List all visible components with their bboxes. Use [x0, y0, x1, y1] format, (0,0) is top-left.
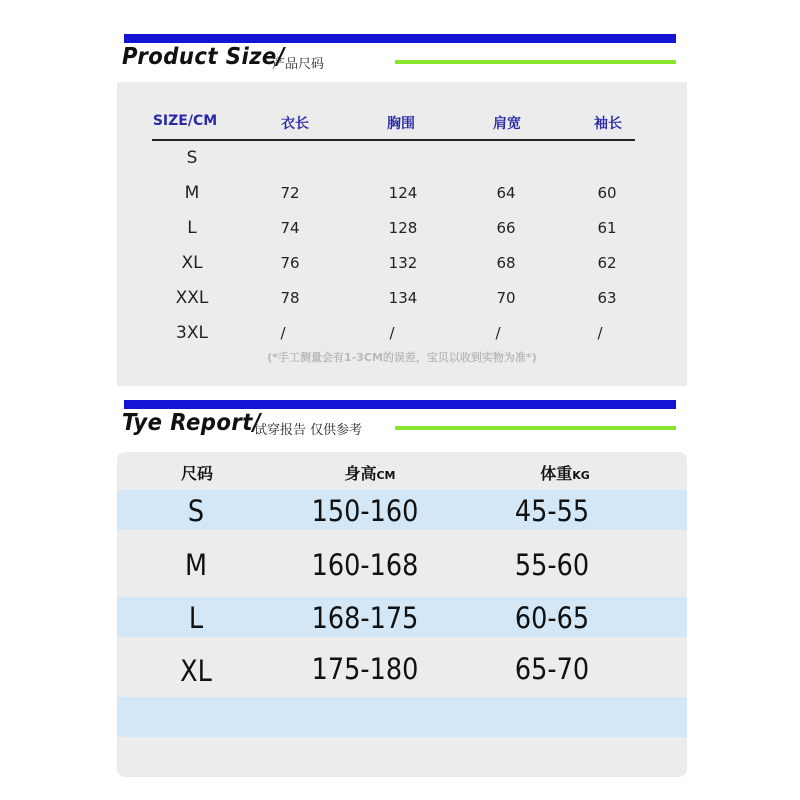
report-row-height: 150-160 — [311, 494, 419, 528]
report-header-height-label: 身高 — [344, 464, 377, 483]
report-row-size: M — [184, 548, 208, 582]
size-chart-cell: 66 — [496, 219, 516, 237]
size-chart-cell: / — [280, 324, 286, 342]
size-chart-cell: 70 — [496, 289, 516, 307]
size-chart-header-divider — [152, 139, 635, 141]
size-chart-cell: 64 — [496, 184, 516, 202]
size-chart-cell: 128 — [388, 219, 418, 237]
size-chart-cell: / — [495, 324, 501, 342]
section2-header-bar-green — [395, 426, 676, 430]
size-chart-row-size: XXL — [175, 288, 209, 308]
report-header-height-unit: CM — [376, 469, 396, 482]
report-row-height: 175-180 — [311, 652, 419, 686]
section2-header-bar-blue — [124, 400, 676, 409]
report-row-size: XL — [180, 654, 212, 688]
size-chart-header-sleeve: 袖长 — [594, 116, 622, 132]
size-chart-row-size: 3XL — [176, 323, 208, 343]
size-chart-cell: / — [597, 324, 603, 342]
size-chart-cell: 124 — [388, 184, 418, 202]
size-chart-header-shoulder: 肩宽 — [493, 116, 521, 132]
report-header-weight — [515, 461, 615, 484]
size-chart-cell: 134 — [388, 289, 418, 307]
size-chart-header-size: SIZE/CM — [152, 113, 218, 129]
measurement-note: (*手工测量会有1-3CM的误差，宝贝以收到实物为准*) — [267, 351, 537, 364]
report-row-size: S — [187, 494, 205, 528]
section2-title: Tye Report/ — [122, 410, 262, 436]
report-row-weight: 60-65 — [514, 601, 590, 635]
section1-header-bar-green — [395, 60, 676, 64]
size-chart-cell: 63 — [597, 289, 617, 307]
size-chart-cell: 72 — [280, 184, 300, 202]
size-chart-row-size: S — [186, 148, 198, 168]
report-header-weight-label: 体重 — [540, 464, 573, 483]
size-chart-row-size: M — [184, 183, 200, 203]
section2-subtitle: 试穿报告 仅供参考 — [254, 423, 363, 438]
size-chart-header-chest: 胸围 — [387, 116, 415, 132]
section1-title: Product Size/ — [122, 44, 285, 70]
size-chart-cell: / — [389, 324, 395, 342]
report-row-weight: 45-55 — [514, 494, 590, 528]
section1-subtitle: 产品尺码 — [272, 57, 325, 72]
size-chart-cell: 76 — [280, 254, 300, 272]
report-row-height: 160-168 — [311, 548, 419, 582]
report-row-weight: 55-60 — [514, 548, 590, 582]
size-chart-cell: 62 — [597, 254, 617, 272]
report-row-stripe — [117, 697, 687, 737]
size-chart-cell: 78 — [280, 289, 300, 307]
report-row-weight: 65-70 — [514, 652, 590, 686]
report-row-size: L — [188, 601, 204, 635]
size-chart-cell: 132 — [388, 254, 418, 272]
section1-header-bar-blue — [124, 34, 676, 43]
report-header-height — [320, 461, 420, 484]
size-chart-cell: 61 — [597, 219, 617, 237]
report-header-size: 尺码 — [180, 464, 213, 483]
size-chart-cell: 60 — [597, 184, 617, 202]
report-row-height: 168-175 — [311, 601, 419, 635]
size-chart-row-size: XL — [181, 253, 203, 273]
size-chart-cell: 74 — [280, 219, 300, 237]
report-header-weight-unit: KG — [572, 469, 590, 482]
size-chart-header-length: 衣长 — [281, 116, 309, 132]
size-chart-row-size: L — [187, 218, 197, 238]
size-chart-cell: 68 — [496, 254, 516, 272]
